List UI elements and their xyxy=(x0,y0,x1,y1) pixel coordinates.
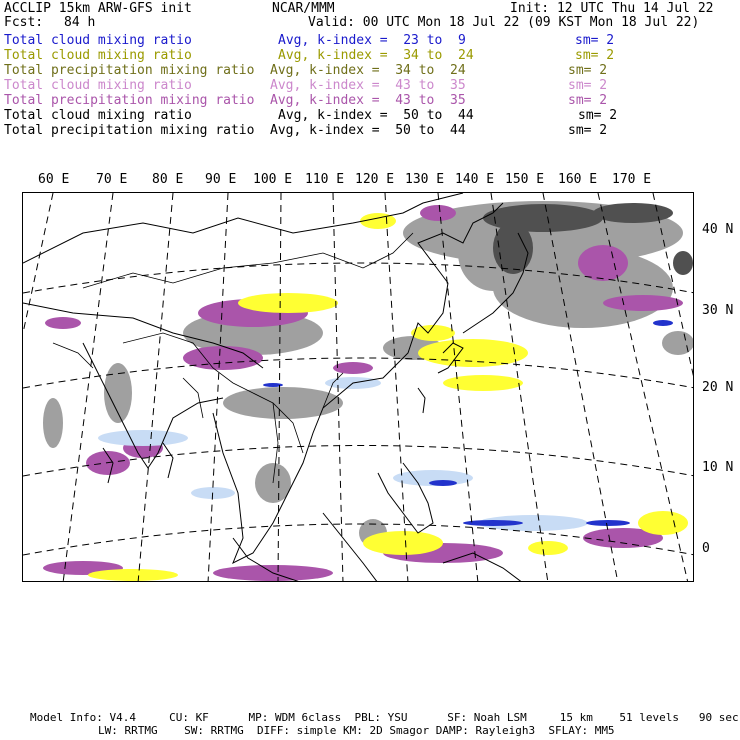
latitude-label: 10 N xyxy=(702,460,734,475)
longitude-label: 80 E xyxy=(152,172,184,187)
longitude-label: 110 E xyxy=(305,172,345,187)
latitude-label: 40 N xyxy=(702,222,734,237)
longitude-label: 60 E xyxy=(38,172,70,187)
forecast-map xyxy=(22,192,694,582)
field-k-index: Avg, k-index = 50 to 44 xyxy=(270,123,466,138)
longitude-label: 160 E xyxy=(558,172,598,187)
org-title: NCAR/MMM xyxy=(272,1,335,16)
field-smoothing: sm= 2 xyxy=(568,93,608,108)
field-smoothing: sm= 2 xyxy=(568,63,608,78)
field-k-index: Avg, k-index = 23 to 9 xyxy=(278,33,466,48)
field-name: Total cloud mixing ratio xyxy=(4,78,192,93)
field-smoothing: sm= 2 xyxy=(568,78,608,93)
field-k-index: Avg, k-index = 34 to 24 xyxy=(278,48,474,63)
longitude-label: 70 E xyxy=(96,172,128,187)
longitude-label: 170 E xyxy=(612,172,652,187)
field-smoothing: sm= 2 xyxy=(575,33,615,48)
longitude-label: 140 E xyxy=(455,172,495,187)
field-smoothing: sm= 2 xyxy=(568,123,608,138)
field-k-index: Avg, k-index = 50 to 44 xyxy=(278,108,474,123)
field-k-index: Avg, k-index = 43 to 35 xyxy=(270,93,466,108)
forecast-hours: 84 h xyxy=(64,15,96,30)
model-info-line1: Model Info: V4.4 CU: KF MP: WDM 6class PBL: YSU SF: Noah LSM 15 km 51 levels 90 sec xyxy=(30,711,739,724)
model-title: ACCLIP 15km ARW-GFS init xyxy=(4,1,192,16)
init-time: Init: 12 UTC Thu 14 Jul 22 xyxy=(510,1,714,16)
field-name: Total precipitation mixing ratio xyxy=(4,63,255,78)
longitude-label: 120 E xyxy=(355,172,395,187)
longitude-label: 90 E xyxy=(205,172,237,187)
field-k-index: Avg, k-index = 34 to 24 xyxy=(270,63,466,78)
field-name: Total cloud mixing ratio xyxy=(4,33,192,48)
field-smoothing: sm= 2 xyxy=(575,48,615,63)
field-name: Total precipitation mixing ratio xyxy=(4,93,255,108)
longitude-label: 150 E xyxy=(505,172,545,187)
field-name: Total cloud mixing ratio xyxy=(4,48,192,63)
model-info-line2: LW: RRTMG SW: RRTMG DIFF: simple KM: 2D Smagor DAMP: Rayleigh3 SFLAY: MM5 xyxy=(98,724,615,737)
forecast-label: Fcst: xyxy=(4,15,44,30)
field-smoothing: sm= 2 xyxy=(578,108,618,123)
map-canvas xyxy=(23,193,694,582)
longitude-label: 130 E xyxy=(405,172,445,187)
latitude-label: 30 N xyxy=(702,303,734,318)
longitude-label: 100 E xyxy=(253,172,293,187)
field-k-index: Avg, k-index = 43 to 35 xyxy=(270,78,466,93)
latitude-label: 0 xyxy=(702,541,710,556)
valid-time: Valid: 00 UTC Mon 18 Jul 22 (09 KST Mon 18 Jul 22) xyxy=(308,15,700,30)
field-name: Total precipitation mixing ratio xyxy=(4,123,255,138)
field-name: Total cloud mixing ratio xyxy=(4,108,192,123)
latitude-label: 20 N xyxy=(702,380,734,395)
cloud-field-light-blue xyxy=(98,377,588,531)
